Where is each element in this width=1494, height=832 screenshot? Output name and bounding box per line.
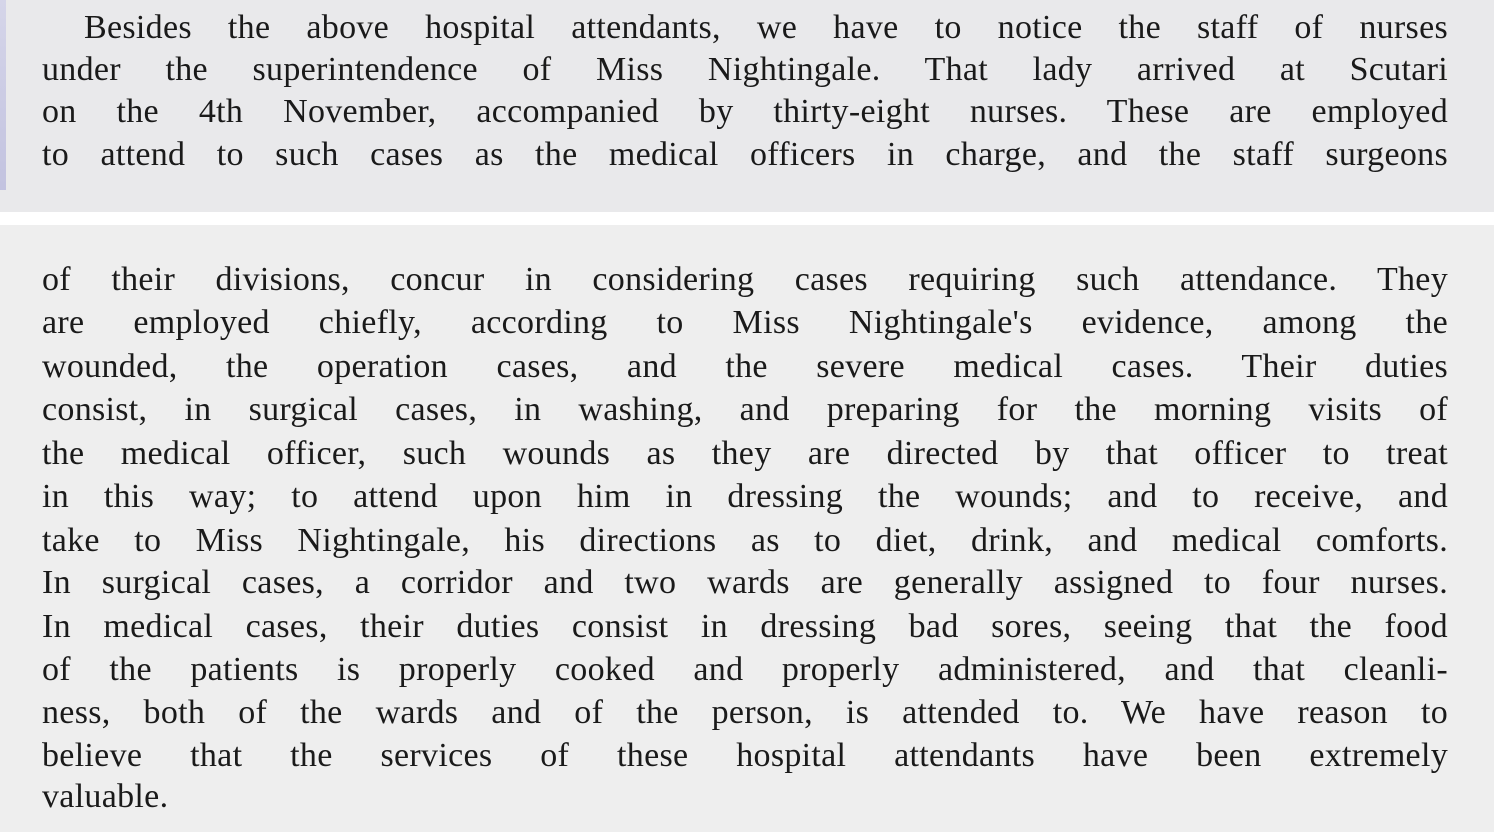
text-line: are employed chiefly, according to Miss Nightingale's evidence, among the (42, 304, 1448, 341)
text-line: of their divisions, concur in considering cases requiring such attendance. They (42, 261, 1448, 298)
text-line: consist, in surgical cases, in washing, and preparing for the morning visits of (42, 391, 1448, 428)
text-line: believe that the services of these hospital attendants have been extremely (42, 737, 1448, 774)
top-scan-excerpt (0, 0, 1494, 212)
margin-mark (0, 0, 6, 190)
text-line: In surgical cases, a corridor and two wards are generally assigned to four nurses. (42, 564, 1448, 601)
text-line: take to Miss Nightingale, his directions as to diet, drink, and medical comforts. (42, 522, 1448, 559)
text-line: of the patients is properly cooked and properly administered, and that cleanli- (42, 651, 1448, 688)
text-line: Besides the above hospital attendants, we have to notice the staff of nurses (84, 9, 1448, 46)
text-line: in this way; to attend upon him in dressing the wounds; and to receive, and (42, 478, 1448, 515)
text-line: on the 4th November, accompanied by thirty-eight nurses. These are employed (42, 93, 1448, 130)
text-line: In medical cases, their duties consist in dressing bad sores, seeing that the food (42, 608, 1448, 645)
text-line: ness, both of the wards and of the person, is attended to. We have reason to (42, 694, 1448, 731)
text-line: under the superintendence of Miss Nightingale. That lady arrived at Scutari (42, 51, 1448, 88)
text-line: wounded, the operation cases, and the severe medical cases. Their duties (42, 348, 1448, 385)
bottom-scan-excerpt (0, 225, 1494, 832)
text-line: valuable. (42, 778, 169, 815)
text-line: to attend to such cases as the medical officers in charge, and the staff surgeons (42, 136, 1448, 173)
text-line: the medical officer, such wounds as they are directed by that officer to treat (42, 435, 1448, 472)
